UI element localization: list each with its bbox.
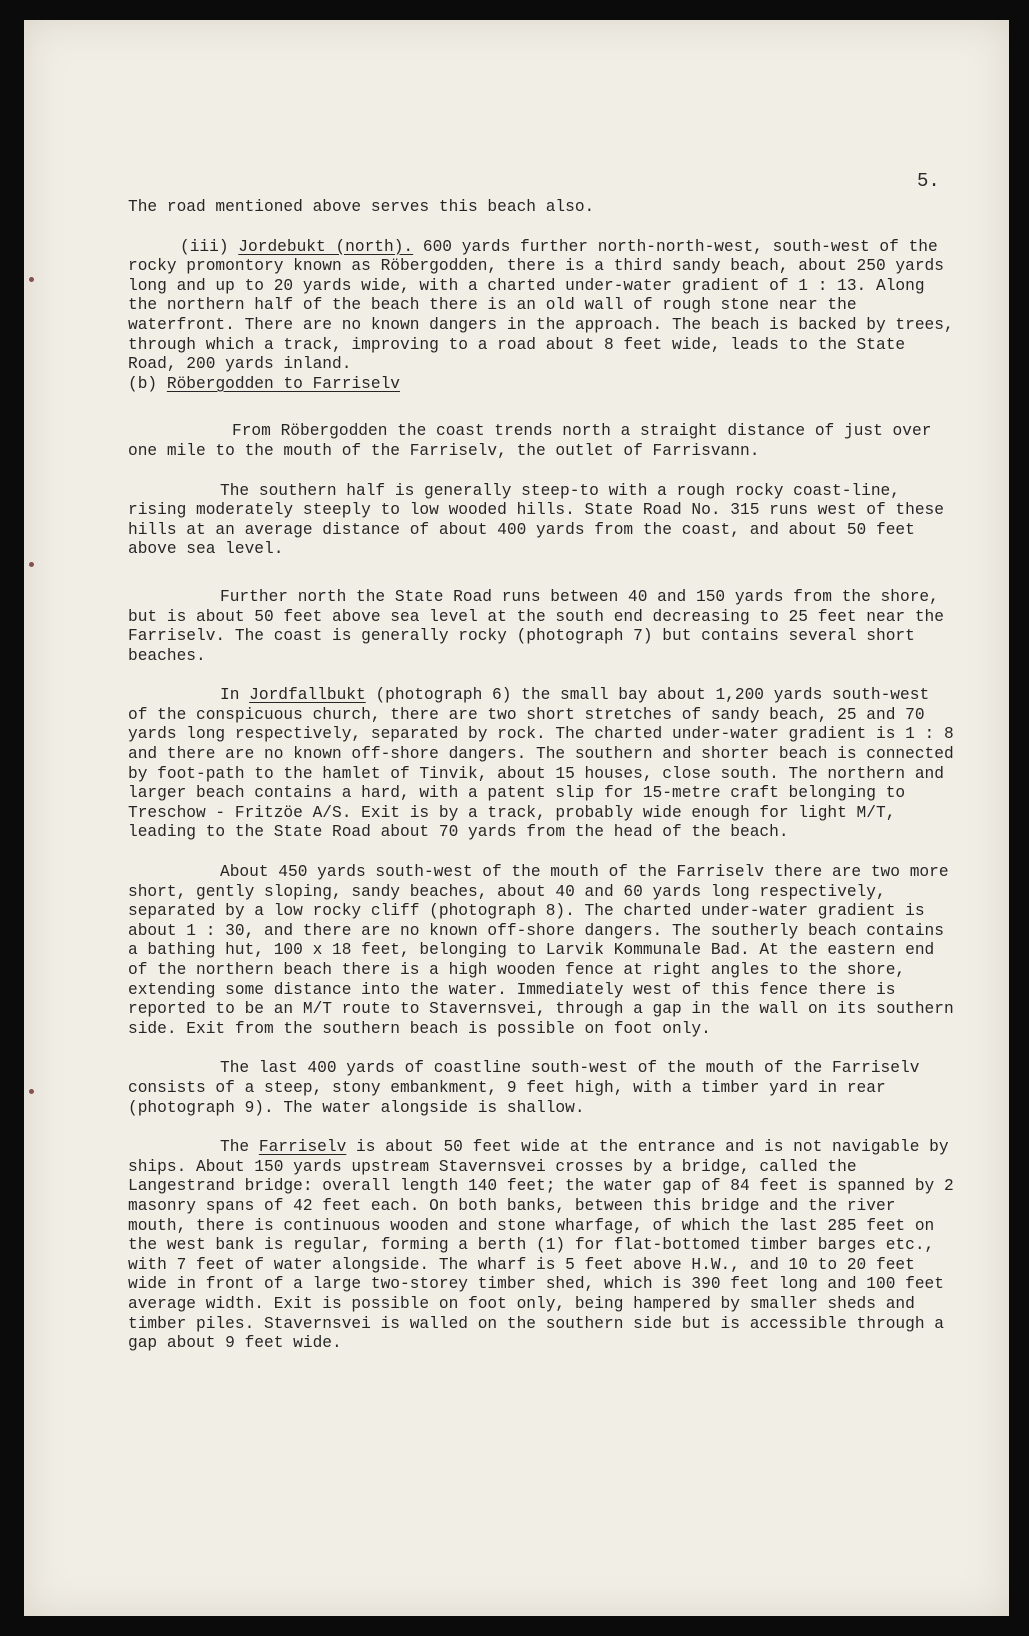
paragraph-jordfallbukt — [128, 686, 958, 843]
document-page — [24, 20, 1009, 1616]
margin-mark — [29, 277, 34, 282]
place-name: Farriselv — [258, 1138, 347, 1157]
place-name: Jordfallbukt — [249, 686, 366, 705]
paragraph-lead: In — [220, 686, 240, 705]
paragraph-farriselv — [128, 1138, 958, 1354]
section-title: Röbergodden to Farriselv — [166, 374, 401, 393]
paragraph-body: is about 50 feet wide at the entrance and is not navigable by ships. About 150 yards upstream Stavernsvei crosses by a bridge, called the Langestrand bridge: overall length 140 feet; the water gap of 84 feet is spanned by 2 masonry spans of 42 feet each. On both banks, between this bridge and the river mouth, there is continuous wooden and stone wharfage, of which the last 285 feet on the west bank is regular, forming a berth (1) for flat-bottomed timber barges etc., with 7 feet of water alongside. The wharf is 5 feet above H.W., and 10 to 20 feet wide in front of a large two-storey timber shed, which is 390 feet long and 100 feet average width. Exit is possible on foot only, being hampered by smaller sheds and timber piles. Stavernsvei is walled on the southern side but is accessible through a gap about 9 feet wide. — [128, 1138, 954, 1353]
paragraph: Further north the State Road runs between 40 and 150 yards from the shore, but is about 50 feet above sea level at the south end decreasing to 25 feet near the Farriselv. The coast is generally rocky (photograph 7) but contains several short beaches. — [128, 587, 944, 665]
margin-mark — [29, 1089, 34, 1094]
paragraph-body: (photograph 6) the small bay about 1,200 yards south-west of the conspicuous church, there are two short stretches of sandy beach, 25 and 70 yards long respectively, separated by rock. The charted under-water gradient is 1 : 8 and there are no known off-shore dangers. The southern and shorter beach is connected by foot-path to the hamlet of Tinvik, about 15 houses, close south. The northern and larger beach contains a hard, with a patent slip for 15-metre craft belonging to Treschow - Fritzöe A/S. Exit is by a track, probably wide enough for light M/T, leading to the State Road about 70 yards from the head of the beach. — [128, 686, 954, 842]
body-text — [128, 198, 958, 1354]
paragraph-jordebukt — [128, 238, 958, 375]
paragraph: The southern half is generally steep-to with a rough rocky coast-line, rising moderately steeply to low wooded hills. State Road No. 315 runs west of these hills at an average distance of about 400 yards from the coast, and about 50 feet above sea level. — [128, 481, 944, 559]
place-name: Jordebukt (north). — [238, 237, 414, 256]
page-number: 5. — [917, 170, 940, 192]
section-heading — [128, 375, 958, 395]
section-label: (b) — [128, 374, 158, 393]
paragraph: About 450 yards south-west of the mouth of the Farriselv there are two more short, gently sloping, sandy beaches, about 40 and 60 yards long respectively, separated by a low rocky cliff (photograph 8). The charted under-water gradient is about 1 : 30, and there are no known off-shore dangers. The southerly beach contains a bathing hut, 100 x 18 feet, belonging to Larvik Kommunale Bad. At the eastern end of the northern beach there is a high wooden fence at right angles to the shore, extending some distance into the water. Immediately west of this fence there is reported to be an M/T route to Stavernsvei, through a gap in the wall on its southern side. Exit from the southern beach is possible on foot only. — [128, 863, 954, 1038]
paragraph-body: 600 yards further north-north-west, south-west of the rocky promontory known as Röbergodden, there is a third sandy beach, about 250 yards long and up to 20 yards wide, with a charted under-water gradient of 1 : 13. Along the northern half of the beach there is an old wall of rough stone near the waterfront. There are no known dangers in the approach. The beach is backed by trees, through which a track, improving to a road about 8 feet wide, leads to the State Road, 200 yards inland. — [128, 237, 954, 374]
paragraph: The last 400 yards of coastline south-west of the mouth of the Farriselv consists of a steep, stony embankment, 9 feet high, with a timber yard in rear (photograph 9). The water alongside is shallow. — [128, 1059, 920, 1117]
paragraph: The road mentioned above serves this beach also. — [128, 198, 595, 216]
paragraph-lead: The — [220, 1138, 250, 1157]
item-label: (iii) — [180, 237, 229, 256]
margin-mark — [29, 562, 34, 567]
paragraph: From Röbergodden the coast trends north a straight distance of just over one mile to the mouth of the Farriselv, the outlet of Farrisvann. — [128, 422, 932, 460]
